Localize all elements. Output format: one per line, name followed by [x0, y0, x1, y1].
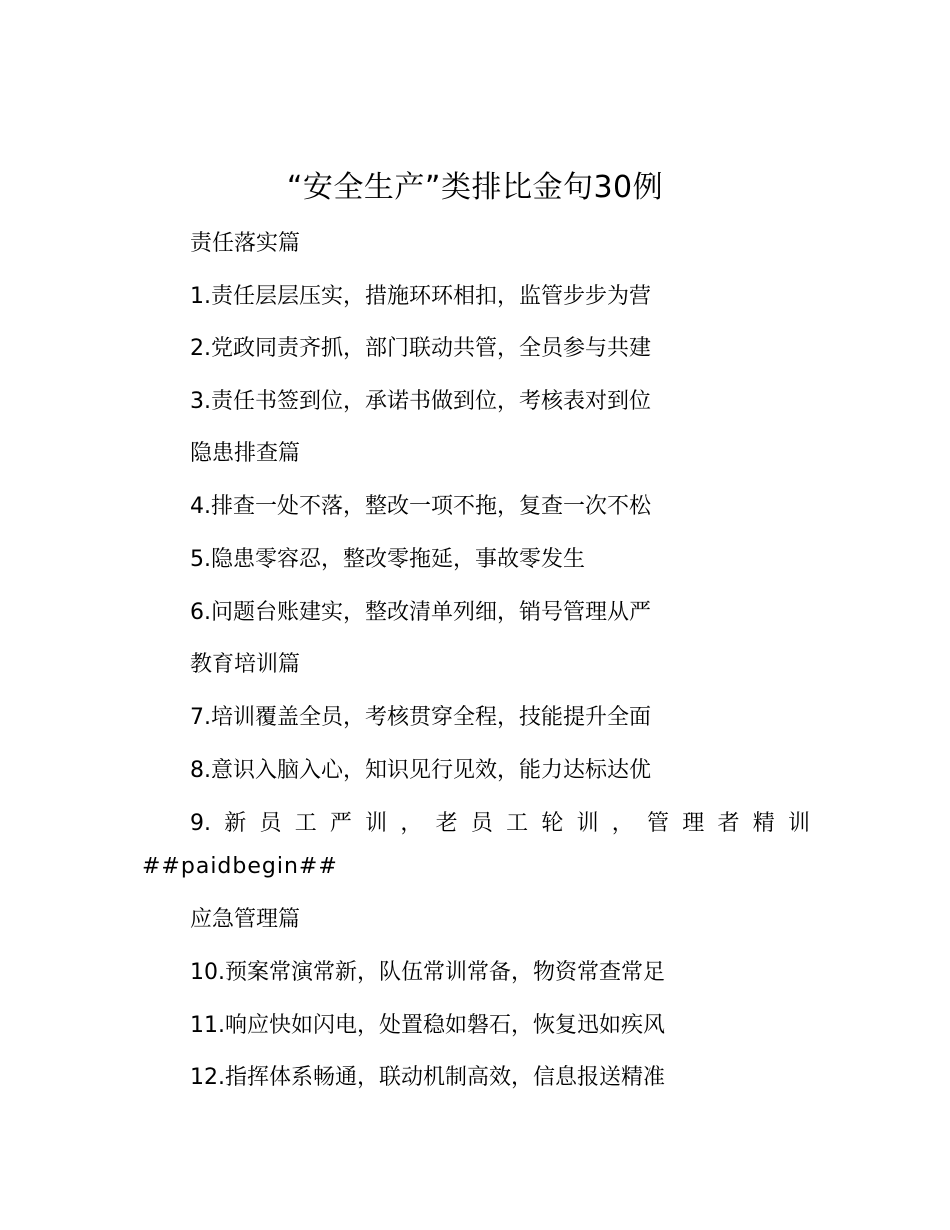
char: 严 — [329, 811, 352, 836]
char: 轮 — [541, 811, 564, 836]
list-item: 12.指挥体系畅通，联动机制高效，信息报送精准 — [190, 1065, 665, 1090]
list-item-justified — [190, 808, 810, 840]
char: 训 — [576, 811, 599, 836]
list-item: 3.责任书签到位，承诺书做到位，考核表对到位 — [190, 389, 651, 414]
marker-text: ##paidbegin## — [142, 854, 338, 879]
char: 理 — [682, 811, 705, 836]
char: 新 — [224, 811, 247, 836]
list-item: 5.隐患零容忍，整改零拖延，事故零发生 — [190, 547, 585, 572]
char: 训 — [787, 811, 810, 836]
list-item: 4.排查一处不落，整改一项不拖，复查一次不松 — [190, 494, 651, 519]
list-item: 11.响应快如闪电，处置稳如磐石，恢复迅如疾风 — [190, 1013, 665, 1038]
list-item: 6.问题台账建实，整改清单列细，销号管理从严 — [190, 600, 651, 625]
char: 员 — [470, 811, 493, 836]
char: ， — [400, 811, 423, 836]
section-heading: 责任落实篇 — [190, 231, 301, 256]
list-item: 1.责任层层压实，措施环环相扣，监管步步为营 — [190, 284, 651, 309]
char: 员 — [259, 811, 282, 836]
section-heading: 教育培训篇 — [190, 652, 301, 677]
section-heading: 应急管理篇 — [190, 907, 301, 932]
char: 训 — [365, 811, 388, 836]
section-heading: 隐患排查篇 — [190, 441, 301, 466]
list-item: 2.党政同责齐抓，部门联动共管，全员参与共建 — [190, 336, 651, 361]
char: ， — [611, 811, 634, 836]
list-item: 7.培训覆盖全员，考核贯穿全程，技能提升全面 — [190, 705, 651, 730]
char: 精 — [752, 811, 775, 836]
list-item: 8.意识入脑入心，知识见行见效，能力达标达优 — [190, 758, 651, 783]
char: 者 — [717, 811, 740, 836]
char: 工 — [294, 811, 317, 836]
char: 9. — [190, 811, 211, 836]
document-title: “安全生产”类排比金句30例 — [286, 170, 664, 205]
list-item: 10.预案常演常新，队伍常训常备，物资常查常足 — [190, 960, 665, 985]
char: 管 — [647, 811, 670, 836]
char: 老 — [435, 811, 458, 836]
char: 工 — [506, 811, 529, 836]
